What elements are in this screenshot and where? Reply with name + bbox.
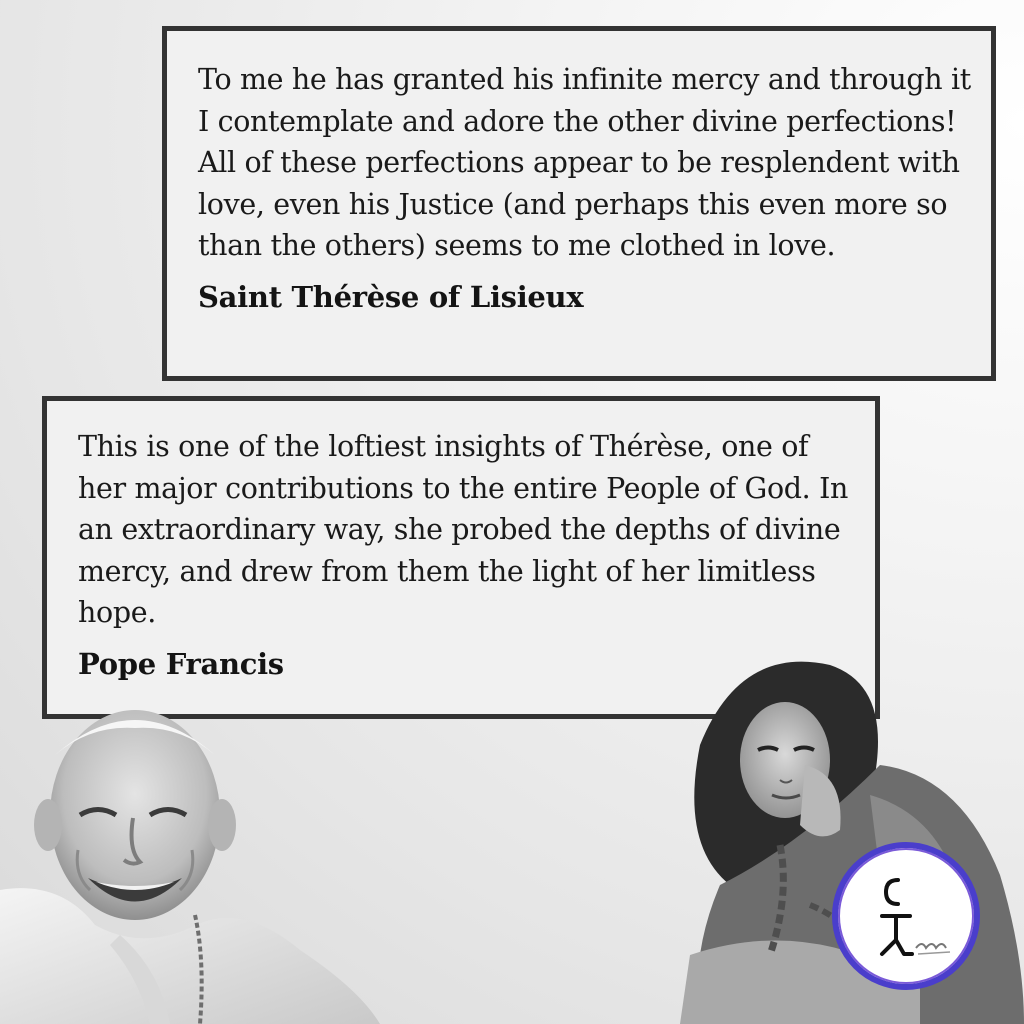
stick-figure-logo-icon	[838, 848, 974, 984]
pope-francis-photo	[0, 700, 430, 1024]
quote-author: Saint Thérèse of Lisieux	[198, 279, 584, 314]
quote-text: To me he has granted his infinite mercy and through it I contemplate and adore the other divine perfections! All of these perfections appear to be resplendent with love, even his Justice (and perhaps this even more so than the others) seems to me clothed in love.	[198, 63, 971, 262]
quote-author: Pope Francis	[78, 646, 284, 681]
quote-text: This is one of the loftiest insights of Thérèse, one of her major contributions to the entire People of God. In an extraordinary way, she probed the depths of divine mercy, and drew from them the light of her limitless hope.	[78, 430, 848, 629]
logo-badge	[832, 842, 980, 990]
quote-box-therese	[162, 26, 996, 381]
pope-francis-illustration	[0, 700, 430, 1024]
